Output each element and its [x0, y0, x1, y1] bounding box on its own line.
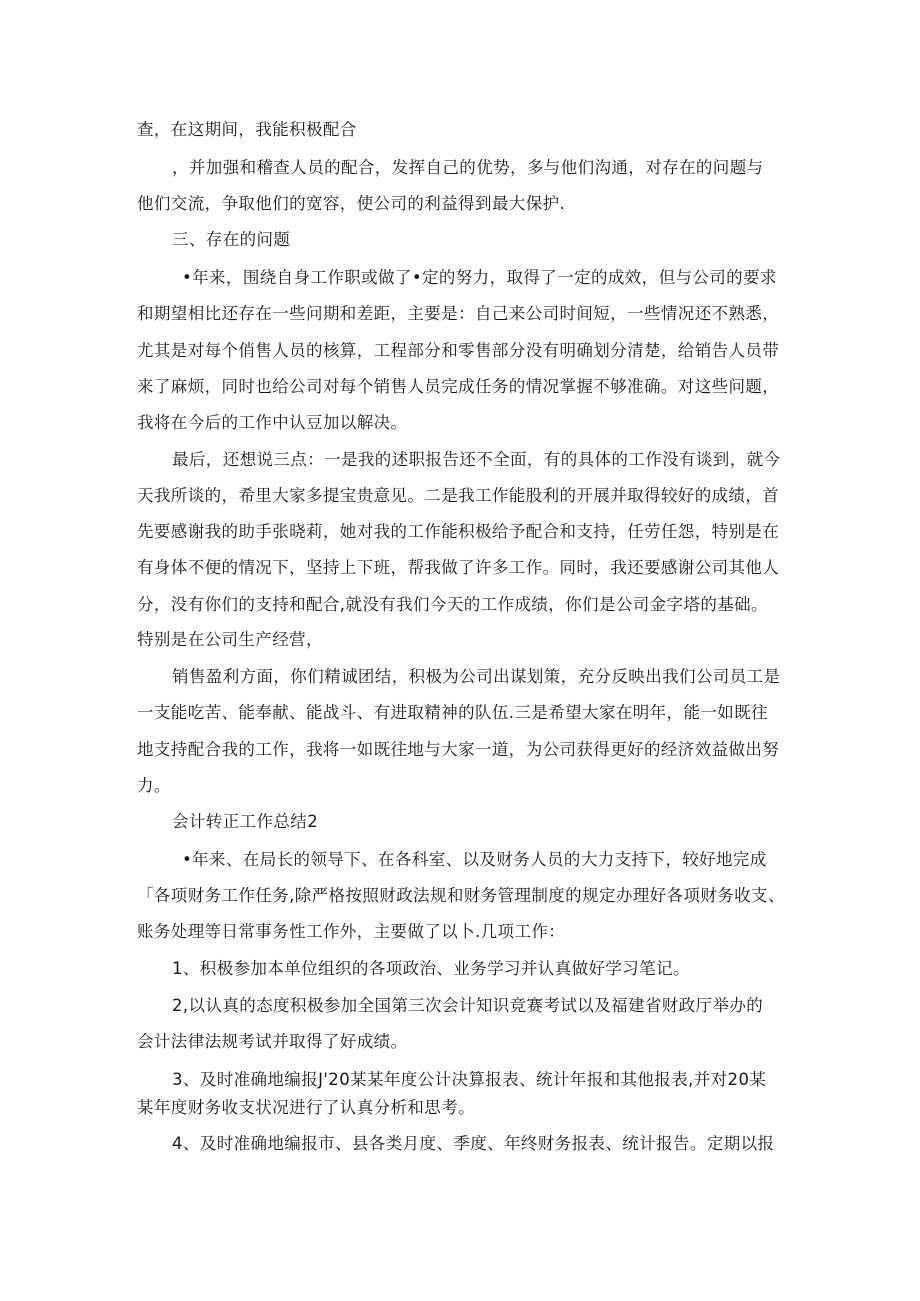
text-line: 来了麻烦，同时也给公司对每个销售人员完成任务的情况掌握不够准确。对这些问题， — [137, 377, 780, 396]
text-line: 地支持配合我的工作，我将一如既往地与大家一道，为公司获得更好的经济效益做出努 — [137, 740, 780, 759]
text-line: 分，没有你们的支持和配合,就没有我们今天的工作成绩，你们是公司金字塔的基础。 — [137, 595, 768, 614]
text-line: ，并加强和稽查人员的配合，发挥自己的优势，多与他们沟通，对存在的问题与 — [172, 158, 764, 177]
section-heading: 三、存在的问题 — [172, 230, 291, 249]
list-item: 4、及时准确地编报市、县各类月度、季度、年终财务报表、统计报告。定期以报 — [172, 1134, 775, 1153]
text-line: 有身体不便的情况下，坚持上下班，帮我做了许多工作。同时，我还要感谢公司其他人 — [137, 558, 780, 577]
text-line: 和期望相比还存在一些问期和差距，主要是：自己来公司时间短，一些情况还不熟悉， — [137, 304, 780, 323]
text-line: 先要感谢我的助手张晓莉，她对我的工作能积极给予配合和支持，任劳任怨，特别是在 — [137, 522, 780, 541]
text-line: 某年度财务收支状况进行了认真分析和思考。 — [137, 1098, 475, 1117]
section-heading: 会计转正工作总结2 — [172, 812, 319, 831]
text-line: 尤其是对每个俏售人员的核算，工程部分和零售部分没有明确划分清楚，给销告人员带 — [137, 341, 780, 360]
text-line: 「各项财务工作任务,除严格按照财政法规和财务管理制度的规定办理好各项财务收支、 — [137, 886, 785, 905]
list-item: 1、积极参加本单位组织的各项政治、业务学习并认真做好学习笔记。 — [172, 959, 690, 978]
text-line: 天我所谈的，希里大家多提宝贵意见。二是我工作能股利的开展并取得较好的成绩，首 — [137, 486, 780, 505]
text-line: 会计法律法规考试并取得了好成绩。 — [137, 1032, 408, 1051]
text-line: 一支能吃苦、能奉献、能战斗、有进取精神的队伍.三是希望大家在明年，能一如既往 — [137, 703, 768, 722]
list-item: 2,以认真的态度积极参加全国第三次会计知识竞赛考试以及福建省财政厅举办的 — [172, 996, 764, 1015]
text-line: 我将在今后的工作中认豆加以解决。 — [137, 413, 408, 432]
text-line: 销售盈利方面，你们精诚团结，积极为公司出谋划策，充分反映出我们公司员工是 — [172, 667, 781, 686]
text-line: 力。 — [137, 776, 171, 795]
text-line: 特别是在公司生产经营， — [137, 630, 323, 649]
text-line: 查，在这期间，我能积极配合 — [137, 120, 357, 139]
text-line: •年来、在局长的领导下、在各科室、以及财务人员的大力支持下，较好地完成 — [182, 850, 767, 869]
list-item: 3、及时准确地编报J'20某某年度公计决算报表、统计年报和其他报表,并对20某 — [172, 1070, 767, 1089]
text-line: 最后，还想说三点：一是我的述职报告还不全面，有的具体的工作没有谈到，就今 — [172, 450, 781, 469]
text-line: 他们交流，争取他们的宽容，使公司的利益得到最大保护. — [137, 194, 566, 213]
text-line: •年来，围绕自身工作职或做了•定的努力，取得了一定的成效，但与公司的要求 — [182, 268, 777, 287]
text-line: 账务处理等日常事务性工作外，主要做了以卜.几项工作： — [137, 922, 566, 941]
